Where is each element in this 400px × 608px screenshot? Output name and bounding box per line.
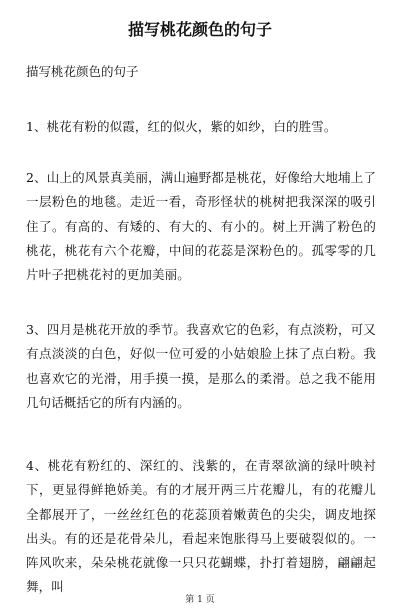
page-number: 第 1 页 bbox=[185, 595, 215, 605]
document-title: 描写桃花颜色的句子 bbox=[127, 20, 272, 39]
paragraph-4: 4、桃花有粉红的、深红的、浅紫的，在青翠欲滴的绿叶映衬下，更显得鲜艳娇美。有的才展开两三片花瓣儿，有的花瓣儿全都展开了，一丝丝红色的花蕊顶着嫩黄色的尖尖，调皮地探出头。有的还是花骨朵儿，看起来饱胀得马上要破裂似的。一阵风吹来，朵朵桃花就像一只只花蝴蝶，扑打着翅膀，翩翩起舞，叫 bbox=[26, 458, 376, 595]
paragraph-1: 1、桃花有粉的似霞，红的似火，紫的如纱，白的胜雪。 bbox=[26, 119, 337, 134]
paragraph-3: 3、四月是桃花开放的季节。我喜欢它的色彩，有点淡粉，可又有点淡淡的白色，好似一位可爱的小姑娘脸上抹了点白粉。我也喜欢它的光滑，用手摸一摸，是那么的柔滑。总之我不能用几句话概括它的所有内涵的。 bbox=[26, 322, 376, 410]
paragraph-2: 2、山上的风景真美丽，满山遍野都是桃花，好像给大地埔上了一层粉色的地毯。走近一看，奇形怪状的桃树把我深深的吸引住了。有高的、有矮的、有大的、有小的。树上开满了粉色的桃花，桃花有六个花瓣，中间的花蕊是深粉色的。孤零零的几片叶子把桃花衬的更加美丽。 bbox=[26, 170, 376, 283]
document-subtitle: 描写桃花颜色的句子 bbox=[26, 64, 139, 79]
